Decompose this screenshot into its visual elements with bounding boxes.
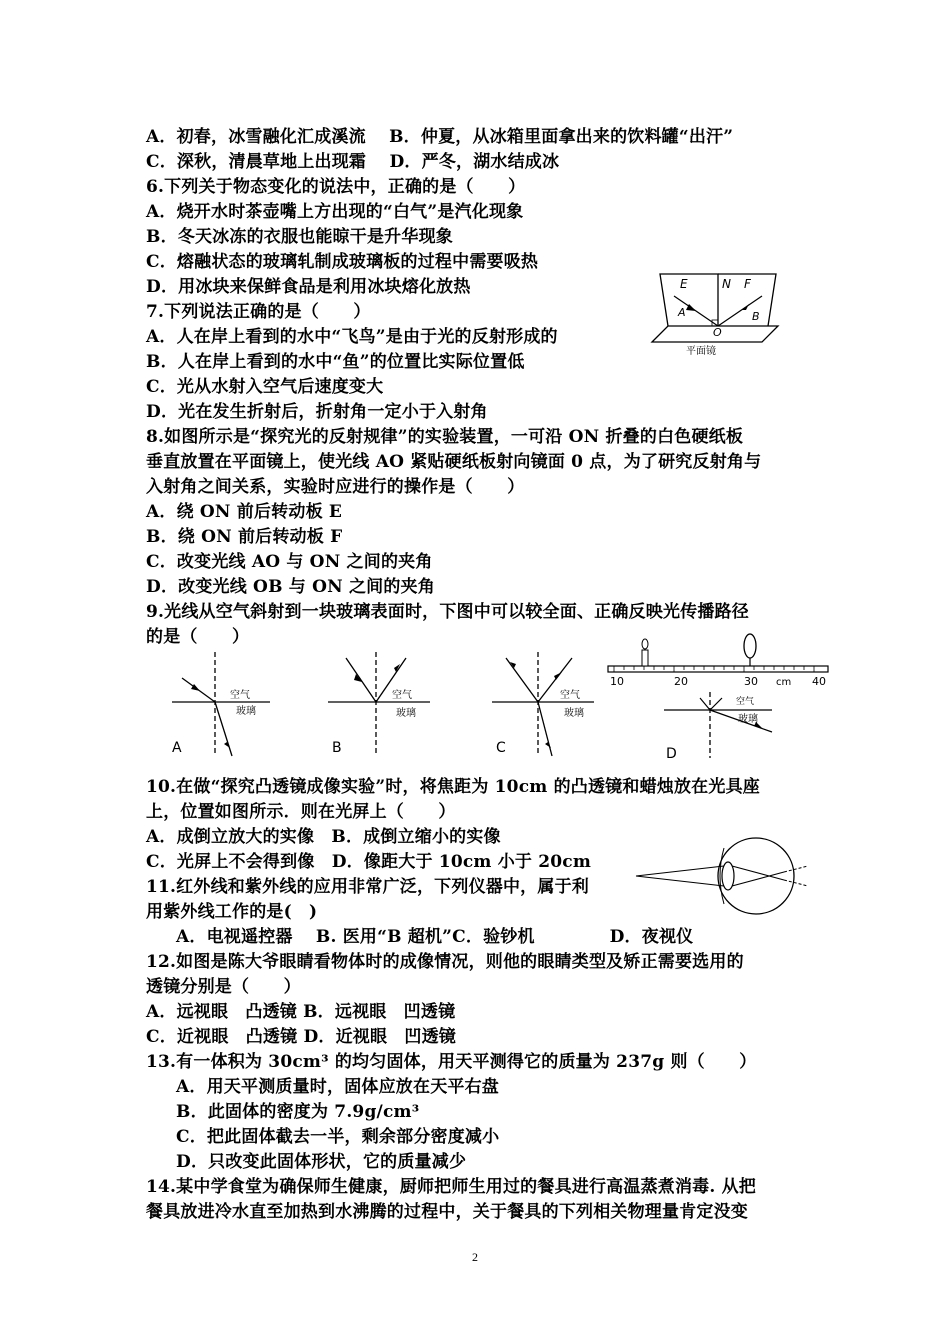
q8-stem-line2: 垂直放置在平面镜上，使光线 AO 紧贴硬纸板射向镜面 0 点，为了研究反射角与 [146, 452, 762, 472]
label-air: 空气 [736, 697, 755, 707]
tick-40: 40 [812, 675, 826, 688]
q11-options: A．电视遥控器 B. 医用“B 超机”C．验钞机 D．夜视仪 [176, 927, 694, 947]
q12-stem-line1: 12.如图是陈大爷眼睛看物体时的成像情况，则他的眼睛类型及矫正需要选用的 [146, 952, 744, 972]
q12-stem-line2: 透镜分别是（ ） [146, 977, 301, 997]
q8-option-a: A．绕 ON 前后转动板 E [146, 502, 343, 522]
option-c-figure [490, 650, 600, 760]
q7-option-d: D．光在发生折射后，折射角一定小于入射角 [146, 402, 488, 422]
q7-stem: 7.下列说法正确的是（ ） [146, 302, 371, 322]
q10-option-ab: A．成倒立放大的实像 B．成倒立缩小的实像 [146, 827, 501, 847]
label-glass: 玻璃 [396, 708, 416, 719]
reflection-apparatus-figure [646, 266, 786, 358]
incident-ray [710, 698, 722, 710]
q12-option-ab: A．远视眼 凸透镜 B．远视眼 凹透镜 [146, 1002, 456, 1022]
bench-rail [608, 666, 828, 672]
q6-stem: 6.下列关于物态变化的说法中，正确的是（ ） [146, 177, 526, 197]
incident-ray [346, 658, 376, 702]
board-e-shape [660, 274, 718, 326]
q13-option-d: D．只改变此固体形状，它的质量减少 [176, 1152, 467, 1172]
q7-option-b: B．人在岸上看到的水中“鱼”的位置比实际位置低 [146, 352, 525, 372]
ray-top-in [636, 866, 724, 876]
refracted-ray [538, 702, 552, 756]
q6-option-a: A．烧开水时茶壶嘴上方出现的“白气”是汽化现象 [146, 202, 524, 222]
q11-stem-line2: 用紫外线工作的是( ) [146, 902, 318, 922]
page-number: 2 [472, 1250, 478, 1264]
q5-option-ab: A．初春，冰雪融化汇成溪流 B．仲夏，从冰箱里面拿出来的饮料罐“出汗” [146, 127, 734, 147]
option-b-figure [326, 650, 436, 760]
label-n: N [722, 277, 731, 291]
q13-stem: 13.有一体积为 30cm³ 的均匀固体，用天平测得它的质量为 237g 则（ ） [146, 1052, 757, 1072]
label-b: B [752, 310, 760, 323]
q10-option-cd: C．光屏上不会得到像 D．像距大于 10cm 小于 20cm [146, 852, 592, 872]
option-letter: B [332, 740, 342, 756]
eye-imaging-figure [632, 834, 816, 916]
q5-option-cd: C．深秋，清晨草地上出现霜 D．严冬，湖水结成冰 [146, 152, 560, 172]
label-o: O [713, 326, 722, 339]
q6-option-b: B．冬天冰冻的衣服也能晾干是升华现象 [146, 227, 453, 247]
option-a-figure [170, 650, 280, 760]
tick-unit: cm [776, 677, 792, 688]
tick-10: 10 [610, 675, 624, 688]
q7-option-c: C．光从水射入空气后速度变大 [146, 377, 384, 397]
tick-20: 20 [674, 675, 688, 688]
q12-option-cd: C．近视眼 凸透镜 D．近视眼 凹透镜 [146, 1027, 456, 1047]
label-air: 空气 [560, 690, 580, 701]
label-air: 空气 [392, 690, 412, 701]
q14-stem-line2: 餐具放进冷水直至加热到水沸腾的过程中，关于餐具的下列相关物理量肯定没变 [146, 1202, 748, 1222]
label-glass: 玻璃 [738, 714, 758, 725]
label-air: 空气 [230, 690, 250, 701]
option-letter: D [666, 746, 677, 762]
refracted-ray [215, 702, 232, 756]
q10-stem-line2: 上，位置如图所示．则在光屏上（ ） [146, 802, 456, 822]
label-mirror: 平面镜 [686, 346, 716, 357]
label-glass: 玻璃 [236, 706, 256, 717]
q13-option-a: A．用天平测质量时，固体应放在天平右盘 [176, 1077, 499, 1097]
tick-30: 30 [744, 675, 758, 688]
q13-option-b: B．此固体的密度为 7.9g/cm³ [176, 1102, 420, 1122]
q8-option-c: C．改变光线 AO 与 ON 之间的夹角 [146, 552, 433, 572]
candle-body [642, 650, 648, 666]
label-a: A [678, 306, 686, 319]
q7-option-a: A．人在岸上看到的水中“飞鸟”是由于光的反射形成的 [146, 327, 558, 347]
q8-stem-line3: 入射角之间关系，实验时应进行的操作是（ ） [146, 477, 525, 497]
q11-stem-line1: 11.红外线和紫外线的应用非常广泛，下列仪器中，属于利 [146, 877, 589, 897]
q8-stem-line1: 8.如图所示是“探究光的反射规律”的实验装置，一可沿 ON 折叠的白色硬纸板 [146, 427, 744, 447]
q14-stem-line1: 14.某中学食堂为确保师生健康，厨师把师生用过的餐具进行高温蒸煮消毒. 从把 [146, 1177, 757, 1197]
label-e: E [680, 277, 688, 291]
q13-option-c: C．把此固体截去一半，剩余部分密度减小 [176, 1127, 500, 1147]
q10-stem-line1: 10.在做“探究凸透镜成像实验”时，将焦距为 10cm 的凸透镜和蜡烛放在光具座 [146, 777, 760, 797]
reflected-ray [700, 698, 710, 710]
q6-option-c: C．熔融状态的玻璃轧制成玻璃板的过程中需要吸热 [146, 252, 539, 272]
optical-bench-figure [604, 632, 836, 692]
q9-stem-line2: 的是（ ） [146, 627, 250, 647]
option-letter: C [496, 740, 506, 756]
reflected-ray [506, 658, 538, 702]
label-f: F [744, 277, 751, 291]
label-glass: 玻璃 [564, 708, 584, 719]
convex-lens [744, 634, 756, 658]
q6-option-d: D．用冰块来保鲜食品是利用冰块熔化放热 [146, 277, 471, 297]
q8-option-b: B．绕 ON 前后转动板 F [146, 527, 343, 547]
q9-stem-line1: 9.光线从空气斜射到一块玻璃表面时，下图中可以较全面、正确反映光传播路径 [146, 602, 749, 622]
refracted-arrow [545, 742, 551, 748]
option-d-figure [660, 690, 780, 762]
ray-bottom-in [636, 876, 724, 886]
option-letter: A [172, 740, 182, 756]
candle-flame [642, 639, 648, 649]
q8-option-d: D．改变光线 OB 与 ON 之间的夹角 [146, 577, 435, 597]
